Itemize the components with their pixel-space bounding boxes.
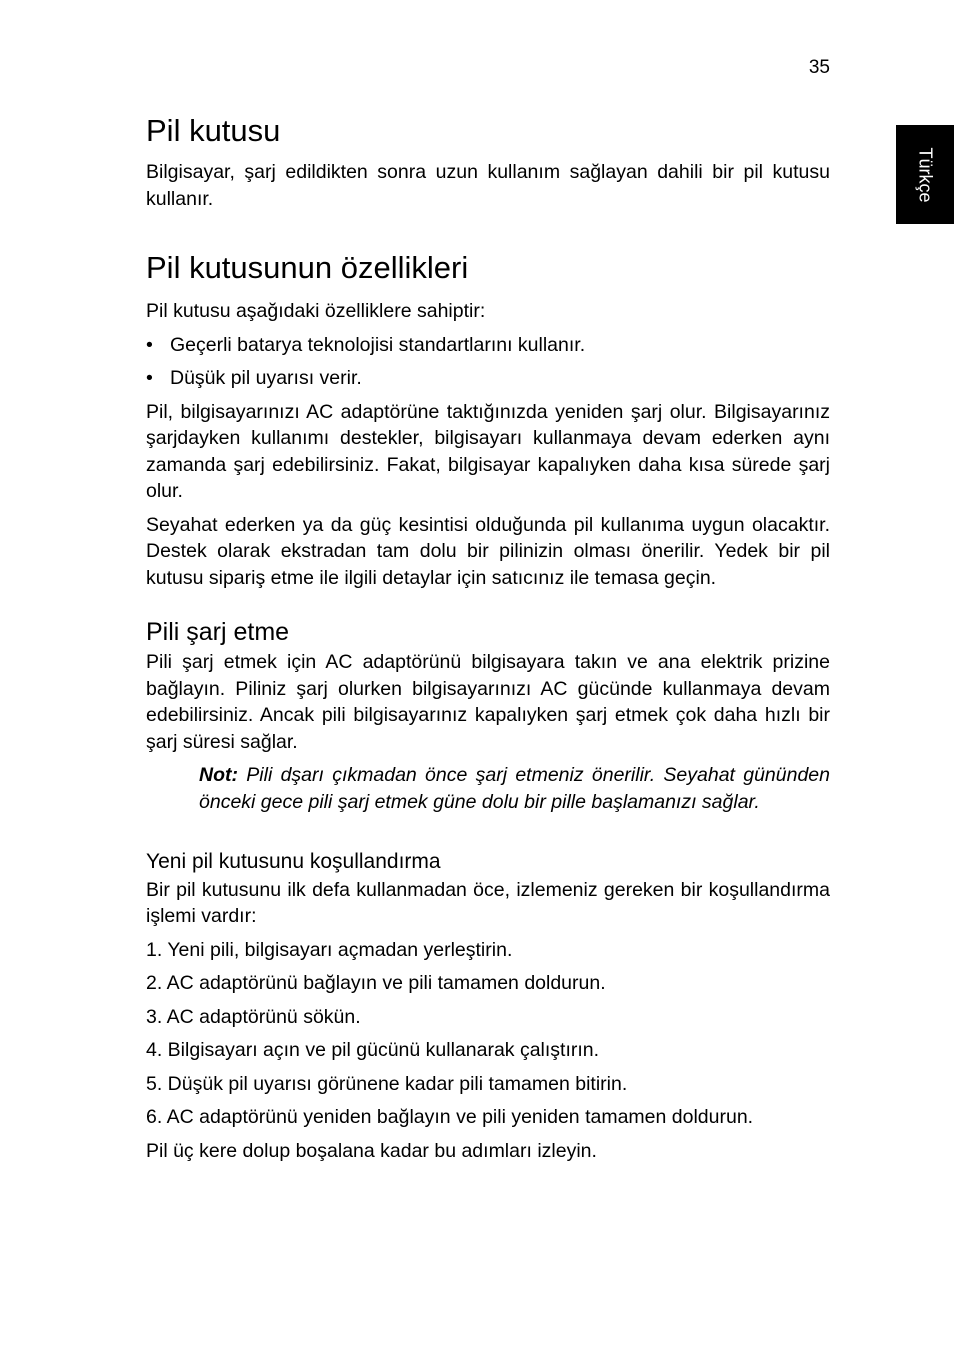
note-block [199,762,830,815]
list-item: 1. Yeni pili, bilgisayarı açmadan yerleştirin. [146,938,513,961]
paragraph-ozellikler-2: Seyahat ederken ya da güç kesintisi olduğunda pil kullanıma uygun olacaktır. Destek olarak ekstradan tam dolu bir pilinizin olması önerilir. Yedek bir pil kutusu sipariş etme ile ilgili detaylar için satıcınız ile temasa geçin. [146,513,830,589]
paragraph-kosullandirma-intro: Bir pil kutusunu ilk defa kullanmadan öce, izlemeniz gereken bir koşullandırma işlemi vardır: [146,878,830,928]
page-number: 35 [808,57,830,78]
list-item: 2. AC adaptörünü bağlayın ve pili tamamen doldurun. [146,972,606,995]
note-text: Pili dşarı çıkmadan önce şarj etmeniz önerilir. Seyahat gününden önceki gece pili şarj etmek güne dolu bir pille başlamanızı sağlar. [199,764,831,813]
paragraph-kosullandirma-closing: Pil üç kere dolup boşalana kadar bu adımları izleyin. [146,1139,597,1162]
paragraph-ozellikler-1: Pil, bilgisayarınızı AC adaptörüne taktığınızda yeniden şarj olur. Bilgisayarınız şarjdayken kullanımı destekler, bilgisayarı kullanmaya devam ederken aynı zamanda şarj edebilirsiniz. Fakat, bilgisayar kapalıyken daha kısa sürede şarj olur. [146,400,830,503]
list-item: 3. AC adaptörünü sökün. [146,1005,361,1028]
paragraph-pil-kutusu: Bilgisayar, şarj edildikten sonra uzun kullanım sağlayan dahili bir pil kutusu kullanır. [146,161,830,210]
heading-kosullandirma: Yeni pil kutusunu koşullandırma [146,850,441,874]
bullet-icon: • [146,367,153,390]
list-item: 6. AC adaptörünü yeniden bağlayın ve pili yeniden tamamen doldurun. [146,1106,754,1129]
note-label: Not: [199,764,238,787]
list-item: 5. Düşük pil uyarısı görünene kadar pili tamamen bitirin. [146,1072,628,1095]
heading-pil-kutusu: Pil kutusu [146,113,281,148]
language-tab-label: Türkçe [915,147,936,203]
list-item: 4. Bilgisayarı açın ve pil gücünü kullanarak çalıştırın. [146,1039,600,1062]
list-item [146,365,830,392]
feature-list [146,332,830,392]
bullet-icon: • [146,333,153,356]
language-tab [896,125,954,224]
heading-ozellikler: Pil kutusunun özellikleri [146,250,469,286]
page-content [146,112,830,1171]
heading-sarj: Pili şarj etme [146,618,290,647]
list-item-text: Düşük pil uyarısı verir. [170,367,362,390]
list-item [146,332,830,359]
paragraph-sarj: Pili şarj etmek için AC adaptörünü bilgisayara takın ve ana elektrik prizine bağlayın. Piliniz şarj olurken bilgisayarınızı AC gücünde kullanmaya devam edebilirsiniz. Ancak pili bilgisayarınız kapalıyken şarj etmek çok daha hızlı bir şarj süresi sağlar. [146,651,830,753]
conditioning-steps [146,937,830,1131]
list-item-text: Geçerli batarya teknolojisi standartlarını kullanır. [170,333,586,356]
paragraph-ozellikler-intro: Pil kutusu aşağıdaki özelliklere sahiptir: [146,300,486,323]
